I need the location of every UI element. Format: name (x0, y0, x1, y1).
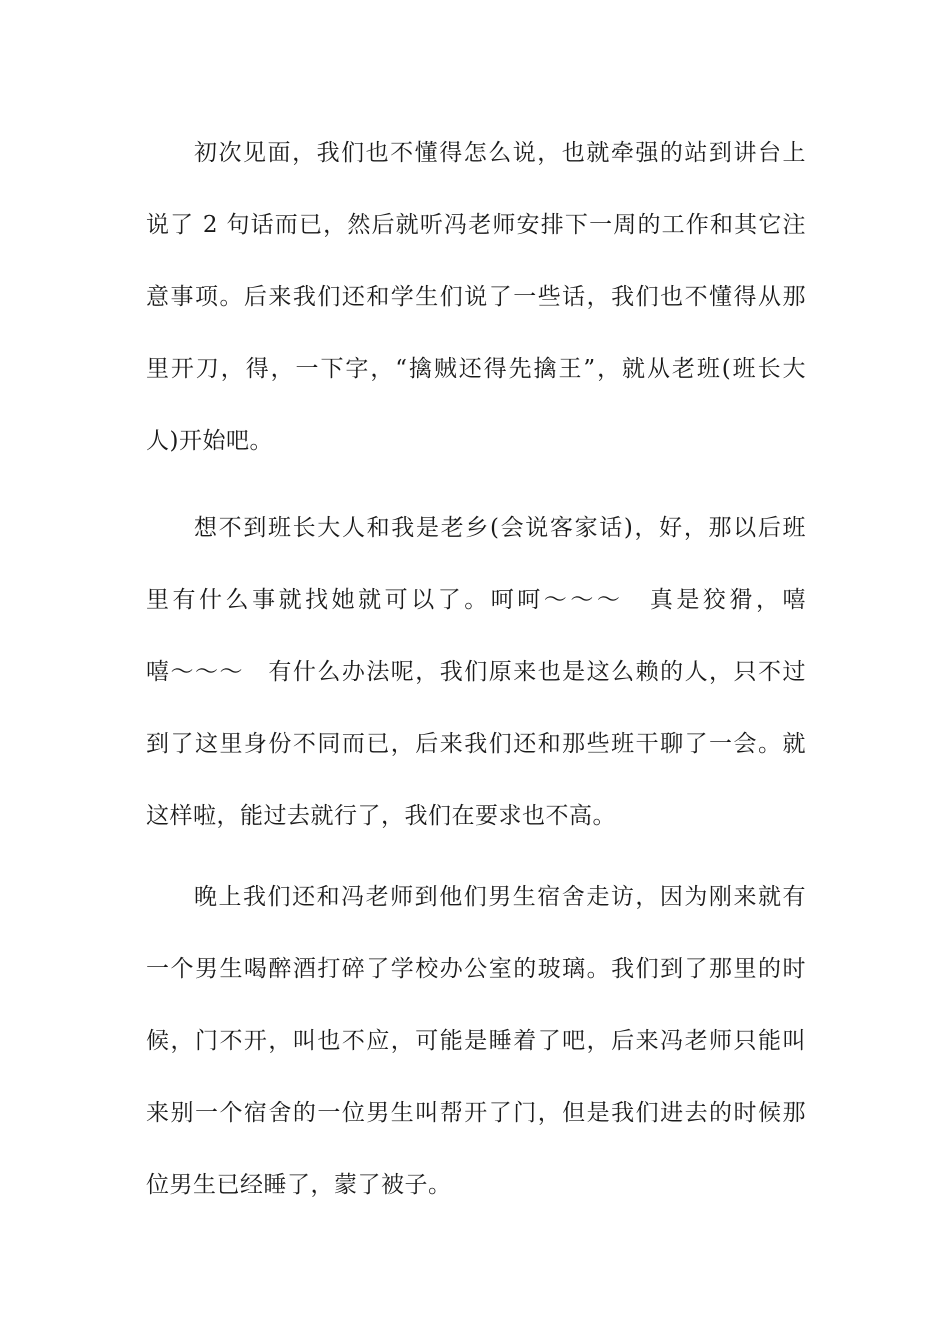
paragraph-3-line-4: 来别一个宿舍的一位男生叫帮开了门，但是我们进去的时候那 (146, 1100, 806, 1126)
paragraph-1-line-3: 意事项。后来我们还和学生们说了一些话，我们也不懂得从那 (146, 284, 806, 310)
paragraph-1-line-1: 初次见面，我们也不懂得怎么说，也就牵强的站到讲台上 (194, 140, 806, 166)
paragraph-2-line-2: 里有什么事就找她就可以了。呵呵～～～ 真是狡猾，嘻 (146, 587, 806, 613)
paragraph-3-line-3: 候，门不开，叫也不应，可能是睡着了吧，后来冯老师只能叫 (146, 1028, 806, 1054)
paragraph-3-line-1: 晚上我们还和冯老师到他们男生宿舍走访，因为刚来就有 (194, 884, 806, 910)
paragraph-1-line-5: 人)开始吧。 (146, 428, 273, 454)
paragraph-1-line-2: 说了 2 句话而已，然后就听冯老师安排下一周的工作和其它注 (146, 212, 806, 238)
paragraph-2-line-3: 嘻～～～ 有什么办法呢，我们原来也是这么赖的人，只不过 (146, 659, 806, 685)
paragraph-2-line-5: 这样啦，能过去就行了，我们在要求也不高。 (146, 803, 616, 829)
paragraph-2-line-4: 到了这里身份不同而已，后来我们还和那些班干聊了一会。就 (146, 731, 806, 757)
paragraph-3-line-2: 一个男生喝醉酒打碎了学校办公室的玻璃。我们到了那里的时 (146, 956, 806, 982)
paragraph-2-line-1: 想不到班长大人和我是老乡(会说客家话)，好，那以后班 (194, 515, 806, 541)
paragraph-3-line-5: 位男生已经睡了，蒙了被子。 (146, 1172, 452, 1198)
paragraph-1-line-4: 里开刀，得，一下字，“擒贼还得先擒王”，就从老班(班长大 (146, 356, 806, 382)
